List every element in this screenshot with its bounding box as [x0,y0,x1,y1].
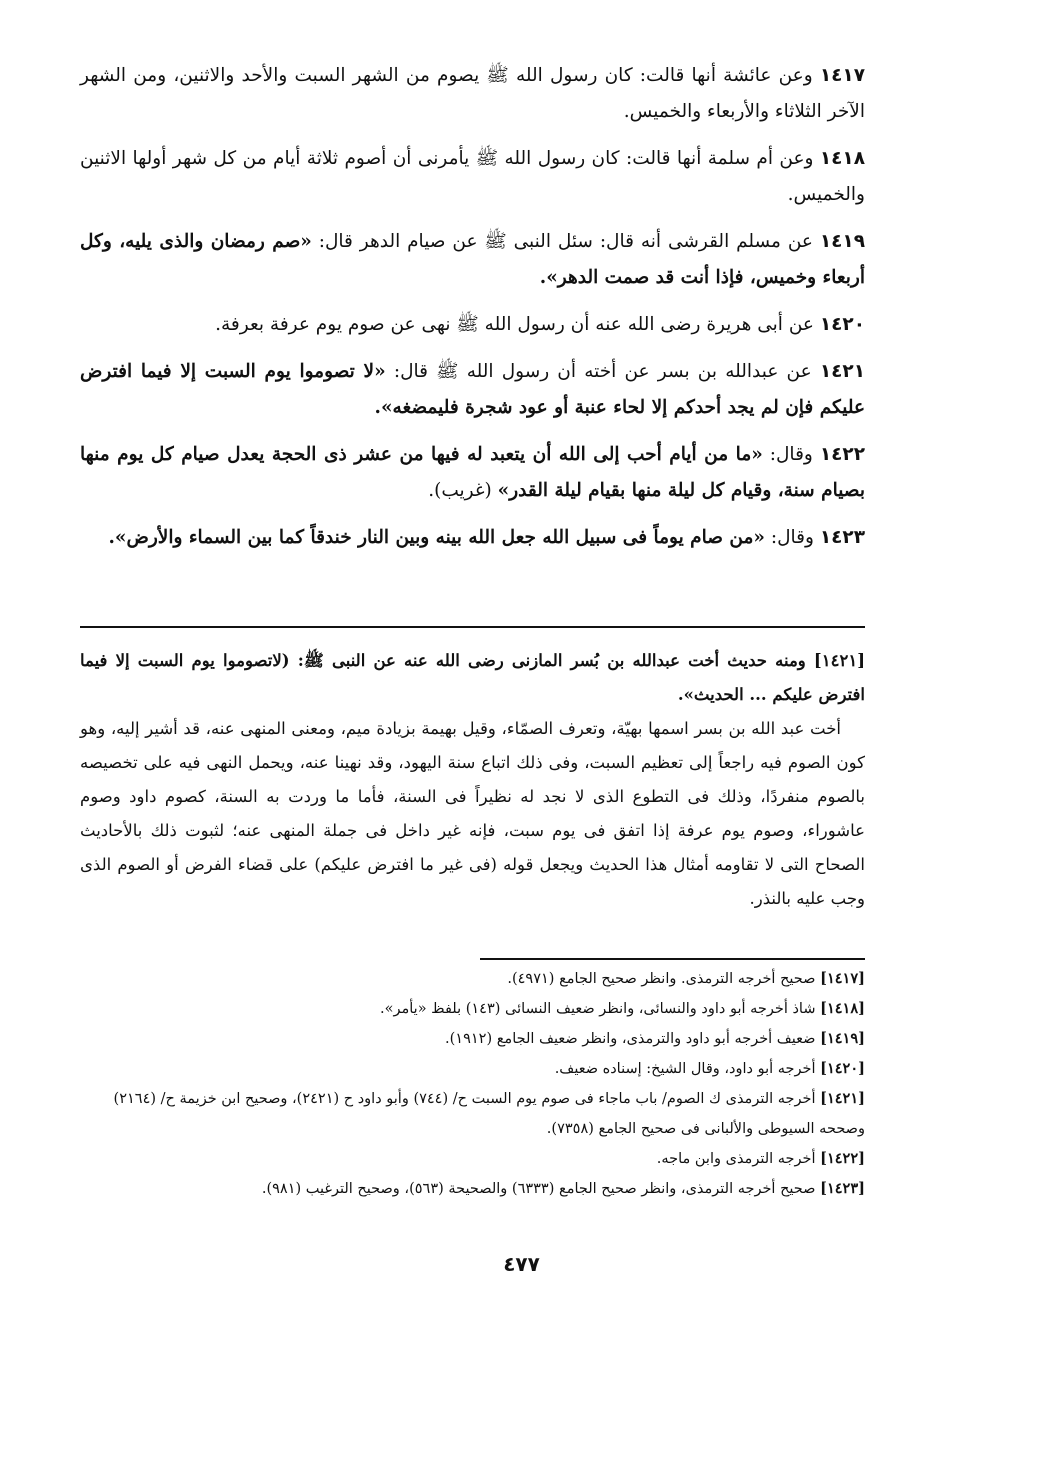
footnote-text: شاذ أخرجه أبو داود والنسائى، وانظر ضعيف النسائى (١٤٣) بلفظ «يأمر». [380,1001,821,1017]
footnote-number: [١٤٢١] [820,1090,865,1107]
hadith-text: عن مسلم القرشى أنه قال: سئل النبى ﷺ عن صيام الدهر قال: [311,231,820,252]
hadith-1422 [80,437,865,509]
commentary-heading: [١٤٢١] ومنه حديث أخت عبدالله بن بُسر المازنى رضى الله عنه عن النبى ﷺ: (لاتصوموا يوم السبت إلا فيما افترض عليكم ... الحديث». [80,651,865,704]
footnote [80,1144,865,1174]
footnote [80,1174,865,1204]
footnote-number: [١٤٢٣] [820,1180,865,1197]
footnote [80,1054,865,1084]
hadith-1418 [80,141,865,213]
hadith-1421 [80,354,865,426]
footnote-text: ضعيف أخرجه أبو داود والترمذى، وانظر ضعيف الجامع (١٩١٢). [445,1031,821,1047]
hadith-1419 [80,224,865,296]
commentary [80,644,865,916]
hadith-quote: «لا تصوموا يوم السبت إلا فيما افترض عليكم فإن لم يجد أحدكم إلا لحاء عنبة أو عود شجرة فليمضغه». [80,361,865,418]
footnote [80,994,865,1024]
page-number: ٤٧٧ [503,1252,540,1276]
hadith-quote: «ما من أيام أحب إلى الله أن يتعبد له فيها من عشر ذى الحجة يعدل صيام كل يوم منها بصيام سنة، وقيام كل ليلة منها بقيام ليلة القدر» [80,444,865,501]
hadith-text: وقال: [762,444,820,465]
hadith-number: ١٤٢٢ [819,444,865,465]
hadith-grade: (غريب). [428,480,498,501]
footnote-number: [١٤١٨] [820,1000,865,1017]
footnotes [80,964,865,1204]
hadith-text: وقال: [764,527,820,548]
section-divider [80,626,865,628]
footnote-number: [١٤١٧] [820,970,865,987]
hadith-quote: «من صام يوماً فى سبيل الله جعل الله بينه وبين النار خندقاً كما بين السماء والأرض». [108,527,765,548]
hadith-number: ١٤١٧ [819,65,865,86]
hadith-number: ١٤١٩ [819,231,865,252]
footnote-text: صحيح أخرجه الترمذى. وانظر صحيح الجامع (٤٩٧١). [507,971,821,987]
footnote [80,1024,865,1054]
hadith-list [80,58,865,567]
hadith-number: ١٤٢٣ [819,527,865,548]
footnote-text: أخرجه الترمذى ك الصوم/ باب ماجاء فى صوم يوم السبت ح/ (٧٤٤) وأبو داود ح (٢٤٢١)، وصحيح ابن خزيمة ح/ (٢١٦٤) وصححه السيوطى والألبانى فى صحيح الجامع (٧٣٥٨). [113,1091,865,1137]
footnote-text: أخرجه أبو داود، وقال الشيخ: إسناده ضعيف. [554,1061,821,1077]
hadith-text: عن أبى هريرة رضى الله عنه أن رسول الله ﷺ نهى عن صوم يوم عرفة بعرفة. [215,314,820,335]
hadith-text: وعن عائشة أنها قالت: كان رسول الله ﷺ يصوم من الشهر السبت والأحد والاثنين، ومن الشهر الآخر الثلاثاء والأربعاء والخميس. [80,65,865,122]
footnote [80,1084,865,1144]
hadith-number: ١٤٢٠ [819,314,865,335]
hadith-text: وعن أم سلمة أنها قالت: كان رسول الله ﷺ يأمرنى أن أصوم ثلاثة أيام من كل شهر أولها الاثنين والخميس. [80,148,865,205]
hadith-1423 [80,520,865,556]
footnote-divider [480,958,865,960]
footnote-number: [١٤٢٢] [820,1150,865,1167]
footnote [80,964,865,994]
footnote-text: صحيح أخرجه الترمذى، وانظر صحيح الجامع (٦٣٣٣) والصحيحة (٥٦٣)، وصحيح الترغيب (٩٨١). [261,1181,821,1197]
footnote-number: [١٤٢٠] [820,1060,865,1077]
hadith-number: ١٤١٨ [819,148,865,169]
hadith-number: ١٤٢١ [819,361,865,382]
hadith-1417 [80,58,865,130]
footnote-number: [١٤١٩] [820,1030,865,1047]
hadith-text: عن عبدالله بن بسر عن أخته أن رسول الله ﷺ قال: [385,361,820,382]
hadith-quote: «صم رمضان والذى يليه، وكل أربعاء وخميس، فإذا أنت قد صمت الدهر». [80,231,865,288]
footnote-text: أخرجه الترمذى وابن ماجه. [656,1151,821,1167]
commentary-body: أخت عبد الله بن بسر اسمها بهيّة، وتعرف الصمّاء، وقيل بهيمة بزيادة ميم، ومعنى المنهى عنه، قد أشير إليه، وهو كون الصوم فيه راجعاً إلى تعظيم السبت، وفى ذلك اتباع سنة اليهود، وقد نهينا عنه، ويحمل النهى فيه على تخصيصه بالصوم منفردًا، وذلك فى التطوع الذى لا نجد له نظيراً فى السنة، فأما ما وردت به السنة، كصوم داود وصوم عاشوراء، وصوم يوم عرفة إذا اتفق فى يوم سبت، فإنه غير داخل فى جملة المنهى عنه؛ لثبوت ذلك بالأحاديث الصحاح التى لا تقاومه أمثال هذا الحديث ويجعل قوله (فى غير ما افترض عليكم) على قضاء الفرض أو الصوم الذى وجب عليه بالنذر. [80,719,865,908]
hadith-1420 [80,307,865,343]
